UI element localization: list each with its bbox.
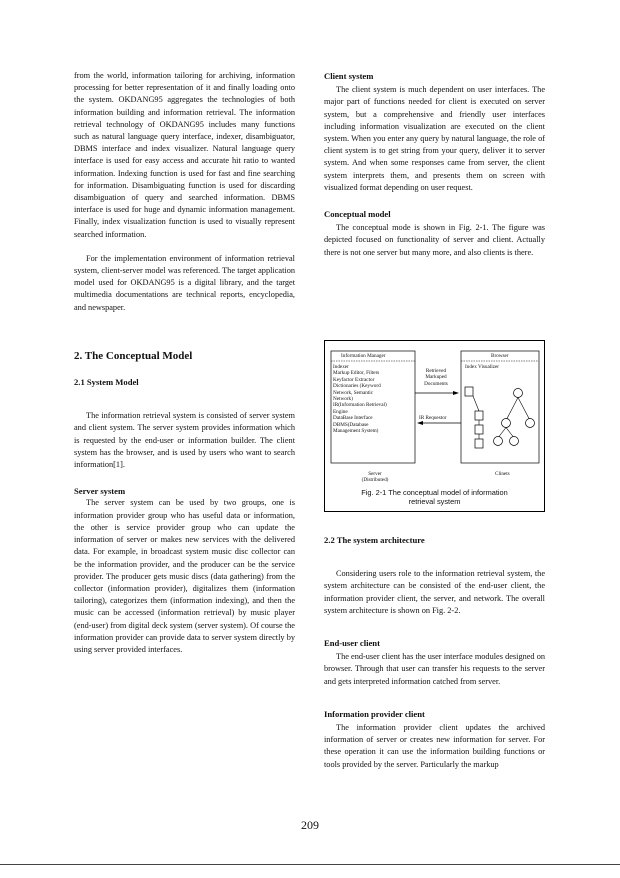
figure-caption: Fig. 2-1 The conceptual model of information retrieval system [361,488,508,507]
ir-requestor-label: IR Requestor [419,415,447,421]
paragraph: The client system is much dependent on user interfaces. The major part of functions needed for client is executed on server system, but a comprehensive and friendly user interfaces including information visualization are executed on the client system. When you enter any query by natural language, the role of client system is to get string from your query, deliver it to server system. And when some responses came from server, the client system interprets them, and presents them on screen with visualized format depending on user request. [324,85,545,192]
bottom-rule [0,864,620,865]
paragraph: from the world, information tailoring for archiving, information processing for better representation of it and finally loading onto the system. OKDANG95 aggregates the technologies of both information building and information retrieval. The information retrieval technology of OKDANG95 includes many functions such as natural language query interface, indexer, disambiguator, DBMS interface and index visualizer. Natural language query interface is used for easy access and accurate hit ratio to wanted information. Indexing function is used for fast and fine searching for information. Disambiguating function is used for discarding disambiguation of query and searched information. DBMS interface is used for huge and dynamic information management. Finally, index visualization function is used to visually represent searched information. [74,71,295,239]
retrieved-documents-label: Retrieved Markuped Documents [424,368,448,387]
right-column-top [324,70,545,259]
tree-node [494,437,503,446]
clients-caption: Clinets [495,471,510,477]
tree-node [526,419,535,428]
tree-node [502,419,511,428]
info-manager-label: Information Manager [341,353,386,359]
browser-label: Browser [491,353,509,359]
paragraph: The end-user client has the user interface modules designed on browser. Through that user can transfer his requests to the server and gets interpreted information catched from server. [324,652,545,686]
subsection-heading: 2.1 System Model [74,377,139,388]
server-caption: Server (Distributed) [361,471,389,484]
paragraph: Considering users role to the information retrieval system, the system architecture can be consisted of the end-user client, the information provider client, the server, and network. The overall system architecture is shown on Fig. 2-2. [324,569,545,615]
subsection-heading: End-user client [324,638,380,649]
paragraph: The conceptual mode is shown in Fig. 2-1. The figure was depicted focused on functionality of server and client. Actually there is not one server but many more, and also clients is there. [324,223,545,257]
widget-square [465,387,473,396]
tree-node [514,389,523,398]
subsection-heading: Server system [74,486,126,497]
arrowhead-request [417,421,423,425]
widget-square [475,411,483,420]
page-number: 209 [301,818,319,832]
arrowhead-retrieved [453,391,459,395]
widget-square [475,439,483,448]
subsection-heading: Conceptual model [324,209,391,220]
subsection-heading: 2.2 The system architecture [324,535,425,545]
left-column [74,70,295,656]
tree-node [510,437,519,446]
section-heading: 2. The Conceptual Model [74,349,193,362]
index-visualizer-label: Index Visualizer [465,364,500,370]
subsection-heading: Information provider client [324,708,425,719]
paragraph: The information provider client updates the archived information of server or creates new information for server. For these operation it can use the information building functions or tools provided by the server. Particularly the markup [324,723,545,769]
paragraph: For the implementation environment of information retrieval system, client-server model was referenced. The target application model used for OKDANG95 is a digital library, and the target multimedia documentations are technical reports, encyclopedia, and newspaper. [74,253,295,312]
paragraph: The information retrieval system is consisted of server system and client system. The server system provides information which is requested by the end-user or information builder. The client system has the browser, and is used by users who want to search information[1]. [74,411,295,470]
widget-square [475,425,483,434]
server-components-list: Indexer Markup Editor, Filters Keyfactor Extractor Dictionaries (Keyword Network, Semantic Network) IR(Information Retrieval) Engine DataBase Interface DBMS(Database Management System) [333,364,387,435]
paragraph: The server system can be used by two groups, one is information provider group who has useful data or information, the other is service provider group who can update the information of server or makes new services with the delivered data. For example, in broadcast system music disc collector can be the information provider, and the producer can be the service provider. The producer gets music discs (data gathering) from the collector (information provider), digitalizes them (information tailoring), categorizes them (information indexing), and then the music can be accessed (information retrieval) by music player (end-user) from digital deck system (server system). Of course the information provider can provide data to server system directly by using server provided interfaces. [74,498,295,654]
right-column-bottom [324,534,545,771]
subsection-heading: Client system [324,71,374,81]
figure-conceptual-model [324,340,545,512]
